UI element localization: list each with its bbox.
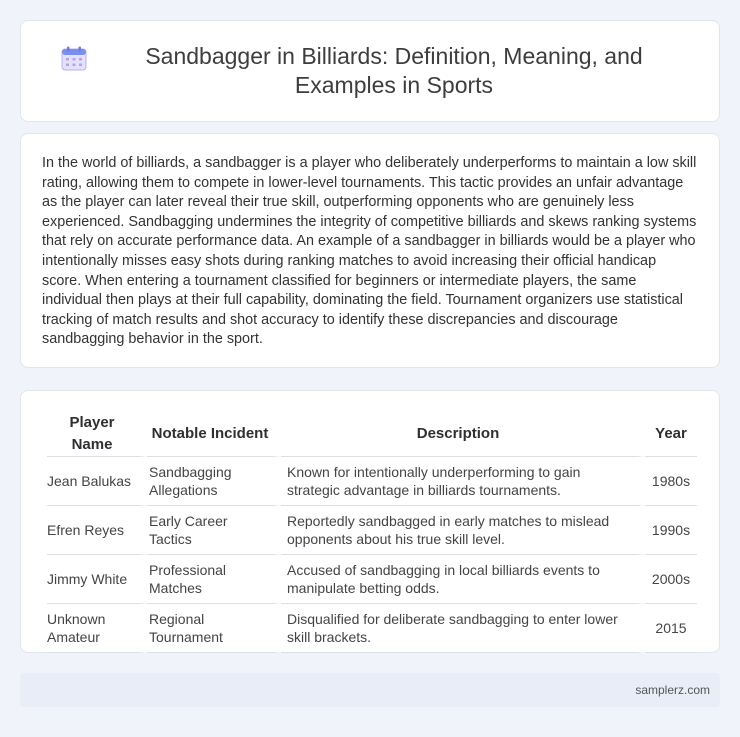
cell-year: 1990s [645, 506, 697, 555]
cell-player-name: Unknown Amateur [47, 604, 147, 653]
title-card [20, 20, 720, 122]
cell-notable-incident: Early Career Tactics [147, 506, 281, 555]
table-row [47, 457, 697, 506]
page-title: Sandbagger in Billiards: Definition, Meaning, and Examples in Sports [145, 43, 643, 98]
title-wrap [60, 42, 680, 100]
cell-year: 2000s [645, 555, 697, 604]
footer-bar [20, 673, 720, 707]
header-year: Year [645, 412, 697, 457]
intro-paragraph: In the world of billiards, a sandbagger is a player who deliberately underperforms to maintain a low skill rating, allowing them to compete in lower-level tournaments. This tactic provides an unfair advantage as the player can later reveal their true skill, outperforming opponents who are genuinely less experienced. Sandbagging undermines the integrity of competitive billiards and skews ranking systems that rely on accurate performance data. An example of a sandbagger in billiards would be a player who intentionally misses easy shots during ranking matches to avoid increasing their official handicap score. When entering a tournament classified for beginners or intermediate players, the same individual then plays at their full capability, dominating the field. Tournament organizers use statistical tracking of match results and shot accuracy to identify these discrepancies and discourage sandbagging behavior in the sport. [42, 155, 697, 348]
cell-player-name: Jean Balukas [47, 457, 147, 506]
sandbagger-table [47, 412, 697, 653]
table-row [47, 555, 697, 604]
header-player-name: Player Name [47, 412, 147, 457]
header-description: Description [281, 412, 645, 457]
footer-site-link[interactable]: samplerz.com [635, 683, 710, 697]
cell-description: Disqualified for deliberate sandbagging to enter lower skill brackets. [281, 604, 645, 653]
intro-card [20, 133, 720, 368]
calendar-icon [60, 46, 88, 72]
table-card [20, 390, 720, 653]
cell-player-name: Jimmy White [47, 555, 147, 604]
table-header-row [47, 412, 697, 457]
table-row [47, 506, 697, 555]
cell-notable-incident: Sandbagging Allegations [147, 457, 281, 506]
cell-player-name: Efren Reyes [47, 506, 147, 555]
cell-description: Reportedly sandbagged in early matches to mislead opponents about his true skill level. [281, 506, 645, 555]
cell-notable-incident: Regional Tournament [147, 604, 281, 653]
cell-description: Known for intentionally underperforming to gain strategic advantage in billiards tournaments. [281, 457, 645, 506]
cell-year: 1980s [645, 457, 697, 506]
cell-description: Accused of sandbagging in local billiards events to manipulate betting odds. [281, 555, 645, 604]
table-row [47, 604, 697, 653]
header-notable-incident: Notable Incident [147, 412, 281, 457]
cell-notable-incident: Professional Matches [147, 555, 281, 604]
cell-year: 2015 [645, 604, 697, 653]
